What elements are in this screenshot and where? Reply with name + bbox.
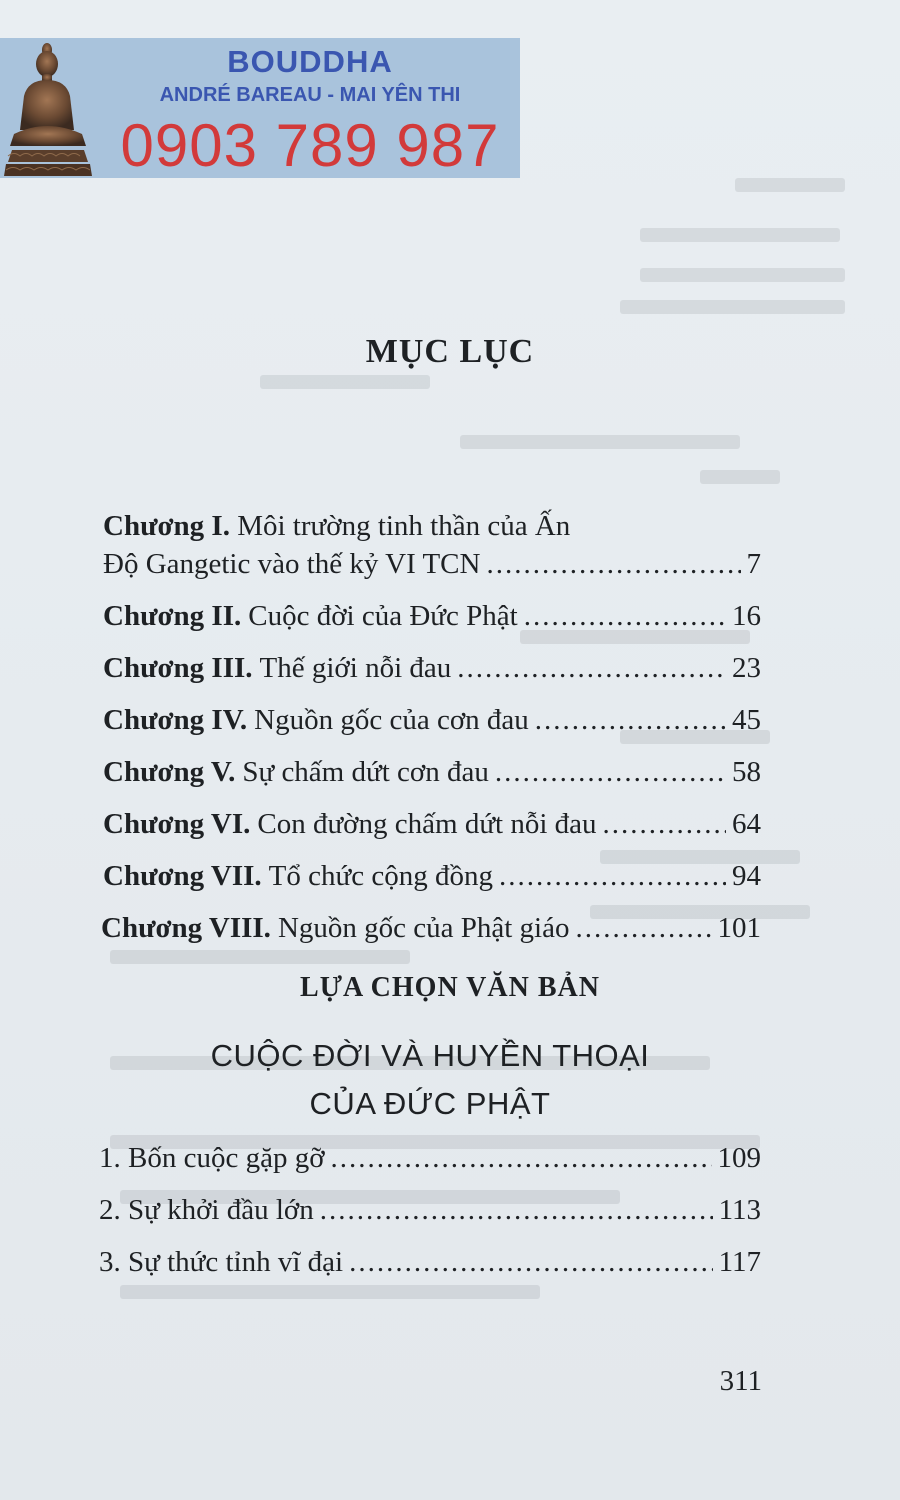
toc-title: Cuộc đời của Đức Phật [248, 600, 518, 632]
toc-entry-chapter-7 [103, 860, 761, 900]
toc-label: Chương IV. [103, 704, 248, 736]
toc-label: Chương VII. [103, 860, 262, 892]
subsection-heading-line1: CUỘC ĐỜI VÀ HUYỀN THOẠI [210, 1038, 650, 1073]
toc-title: Tổ chức cộng đồng [268, 860, 493, 892]
section-heading: LỰA CHỌN VĂN BẢN [300, 972, 600, 1003]
toc-label: Chương V. [103, 756, 236, 788]
toc-entry-chapter-5 [103, 756, 761, 796]
toc-page: 94 [732, 860, 761, 892]
toc-leader-dots [575, 912, 711, 945]
banner-phone: 0903 789 987 [120, 112, 500, 179]
selection-page: 109 [717, 1142, 761, 1174]
toc-page: 7 [746, 548, 761, 580]
page-title: MỤC LỤC [365, 333, 535, 370]
toc-leader-dots [499, 860, 726, 893]
toc-leader-dots [457, 652, 726, 685]
toc-title: Sự chấm dứt cơn đau [242, 756, 489, 788]
toc-leader-dots [349, 1246, 712, 1279]
selection-entry-3 [99, 1246, 761, 1286]
toc-leader-dots [524, 600, 726, 633]
toc-page: 101 [717, 912, 761, 944]
toc-title: Môi trường tinh thần của Ấn [237, 510, 571, 542]
toc-leader-dots [495, 756, 726, 789]
toc-entry-chapter-1-line1 [103, 510, 570, 543]
buddha-statue-icon [0, 38, 100, 178]
toc-title: Độ Gangetic vào thế kỷ VI TCN [103, 548, 481, 580]
toc-label: Chương I. [103, 510, 230, 542]
toc-label: Chương II. [103, 600, 242, 632]
toc-page: 45 [732, 704, 761, 736]
toc-leader-dots [320, 1194, 713, 1227]
toc-leader-dots [535, 704, 726, 737]
toc-page: 58 [732, 756, 761, 788]
selection-page: 117 [718, 1246, 761, 1278]
selection-title: 2. Sự khởi đầu lớn [99, 1194, 314, 1226]
selection-entry-1 [99, 1142, 761, 1182]
selection-page: 113 [718, 1194, 761, 1226]
toc-leader-dots [486, 548, 740, 581]
toc-entry-chapter-3 [103, 652, 761, 692]
toc-title: Nguồn gốc của Phật giáo [277, 912, 570, 944]
toc-label: Chương VIII. [101, 912, 271, 944]
toc-page: 64 [732, 808, 761, 840]
promo-banner [0, 38, 520, 178]
toc-title: Thế giới nỗi đau [259, 652, 452, 684]
toc-entry-chapter-4 [103, 704, 761, 744]
toc-entry-chapter-6 [103, 808, 761, 848]
page-number: 311 [719, 1365, 762, 1397]
toc-title: Con đường chấm dứt nỗi đau [257, 808, 597, 840]
selection-entry-2 [99, 1194, 761, 1234]
toc-leader-dots [331, 1142, 712, 1175]
subsection-heading-line2: CỦA ĐỨC PHẬT [309, 1086, 551, 1121]
banner-authors: ANDRÉ BAREAU - MAI YÊN THI [159, 84, 461, 106]
toc-page: 23 [732, 652, 761, 684]
selection-title: 1. Bốn cuộc gặp gỡ [99, 1142, 325, 1174]
toc-entry-chapter-1-line2 [103, 548, 761, 588]
banner-title: BOUDDHA [227, 44, 393, 79]
toc-entry-chapter-8 [101, 912, 761, 952]
toc-title: Nguồn gốc của cơn đau [254, 704, 529, 736]
toc-leader-dots [603, 808, 726, 841]
selection-title: 3. Sự thức tỉnh vĩ đại [99, 1246, 344, 1278]
toc-label: Chương VI. [103, 808, 251, 840]
toc-label: Chương III. [103, 652, 253, 684]
toc-page: 16 [732, 600, 761, 632]
toc-entry-chapter-2 [103, 600, 761, 640]
